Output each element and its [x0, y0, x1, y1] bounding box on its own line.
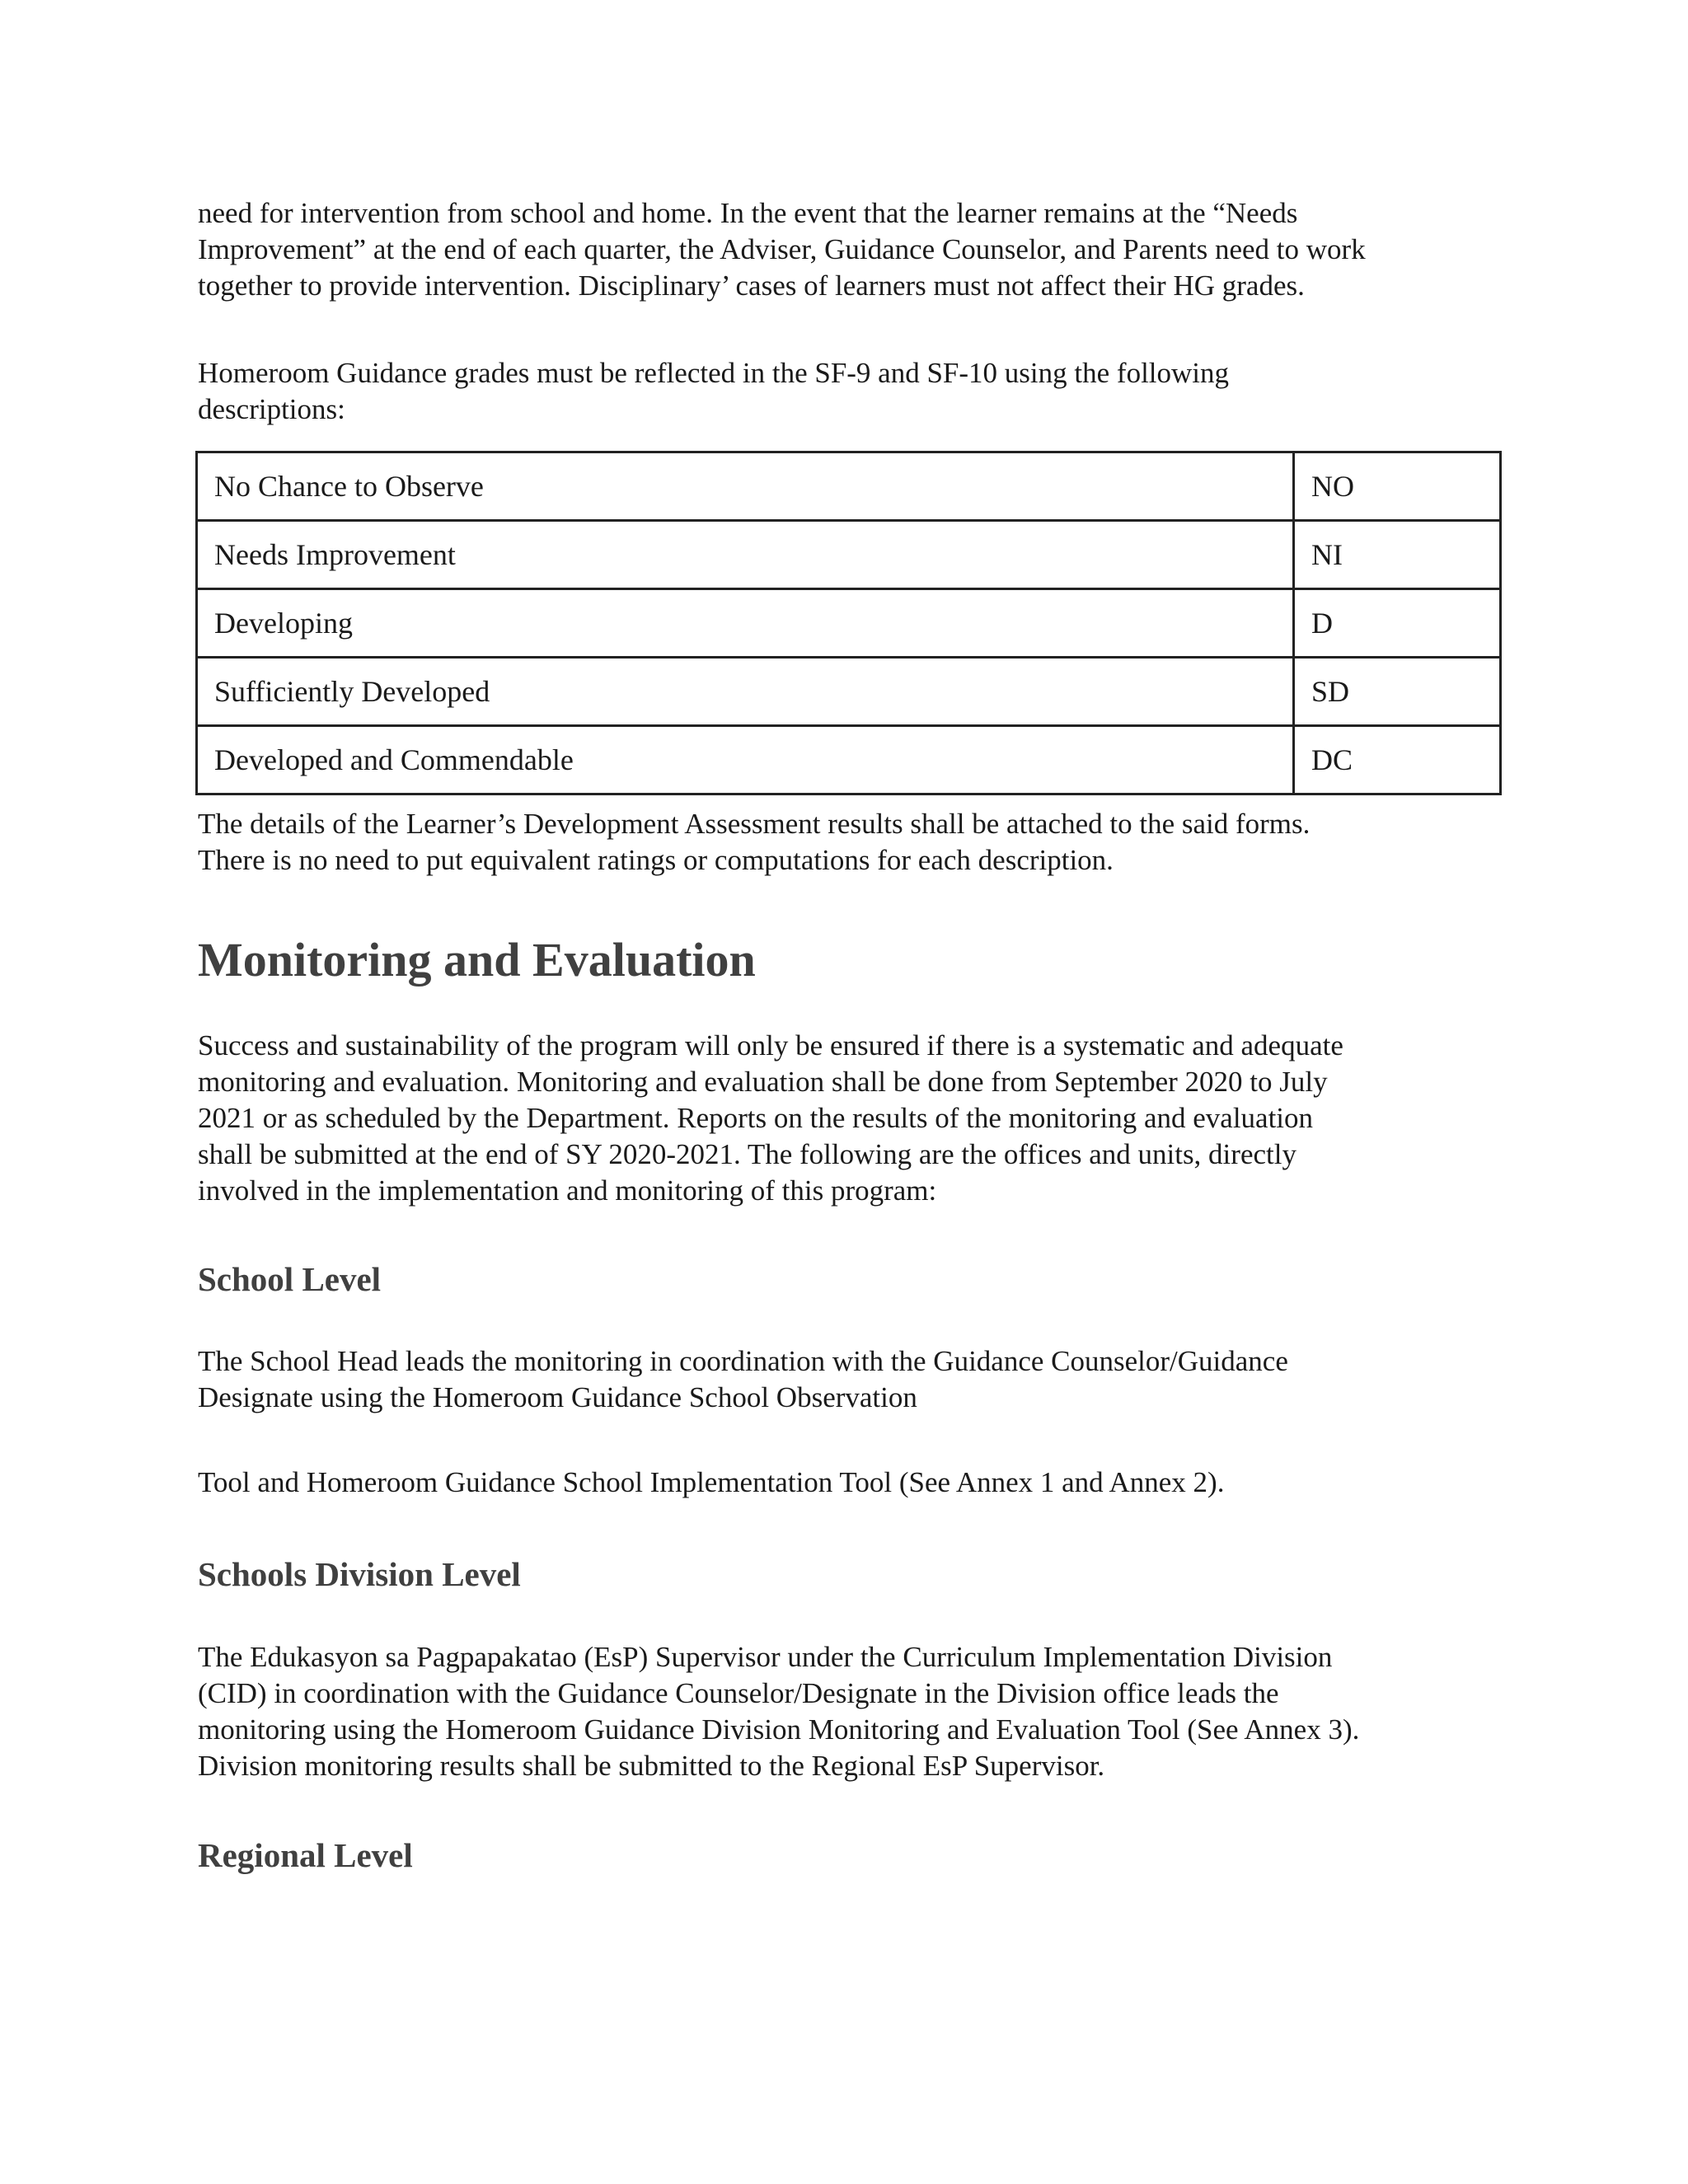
text-line: monitoring using the Homeroom Guidance Division Monitoring and Evaluation Tool (See Annex 3). [198, 1713, 1360, 1746]
table-row [197, 452, 1501, 521]
text-line: 2021 or as scheduled by the Department. Reports on the results of the monitoring and evaluation [198, 1102, 1314, 1134]
text-line: Improvement” at the end of each quarter, the Adviser, Guidance Counselor, and Parents need to work [198, 233, 1366, 265]
intro-paragraph [198, 195, 1500, 304]
text-line: There is no need to put equivalent ratings or computations for each description. [198, 844, 1114, 876]
text-line: The details of the Learner’s Development Assessment results shall be attached to the said forms. [198, 808, 1311, 840]
school-level-paragraph [198, 1343, 1500, 1416]
description-cell: Sufficiently Developed [197, 658, 1294, 726]
regional-level-heading: Regional Level [198, 1836, 413, 1874]
text-line: The Edukasyon sa Pagpapakatao (EsP) Supervisor under the Curriculum Implementation Division [198, 1641, 1333, 1673]
text-line: together to provide intervention. Disciplinary’ cases of learners must not affect their HG grades. [198, 269, 1305, 302]
description-cell: Developing [197, 589, 1294, 658]
school-level-heading: School Level [198, 1260, 382, 1298]
text-line: need for intervention from school and home. In the event that the learner remains at the “Needs [198, 197, 1298, 229]
text-line: descriptions: [198, 393, 345, 425]
text-line: involved in the implementation and monitoring of this program: [198, 1174, 937, 1207]
monitoring-paragraph [198, 1028, 1500, 1209]
grades-paragraph [198, 355, 1500, 428]
text-line: Tool and Homeroom Guidance School Implementation Tool (See Annex 1 and Annex 2). [198, 1466, 1225, 1498]
code-cell: DC [1294, 726, 1501, 794]
text-line: Division monitoring results shall be submitted to the Regional EsP Supervisor. [198, 1750, 1105, 1782]
code-cell: SD [1294, 658, 1501, 726]
division-level-heading: Schools Division Level [198, 1555, 521, 1593]
table-row [197, 589, 1501, 658]
text-line: Homeroom Guidance grades must be reflected in the SF-9 and SF-10 using the following [198, 357, 1230, 389]
description-cell: Developed and Commendable [197, 726, 1294, 794]
division-level-paragraph [198, 1639, 1500, 1784]
table-row [197, 521, 1501, 589]
text-line: Designate using the Homeroom Guidance School Observation [198, 1381, 917, 1413]
text-line: Success and sustainability of the program will only be ensured if there is a systematic and adequate [198, 1029, 1343, 1062]
table-row [197, 726, 1501, 794]
text-line: (CID) in coordination with the Guidance Counselor/Designate in the Division office leads the [198, 1677, 1279, 1709]
description-cell: No Chance to Observe [197, 452, 1294, 521]
text-line: shall be submitted at the end of SY 2020-2021. The following are the offices and units, directly [198, 1138, 1296, 1170]
code-cell: D [1294, 589, 1501, 658]
code-cell: NI [1294, 521, 1501, 589]
code-cell: NO [1294, 452, 1501, 521]
monitoring-heading: Monitoring and Evaluation [198, 933, 756, 987]
description-cell: Needs Improvement [197, 521, 1294, 589]
table-row [197, 658, 1501, 726]
school-level-paragraph-2 [198, 1465, 1500, 1501]
text-line: The School Head leads the monitoring in coordination with the Guidance Counselor/Guidance [198, 1345, 1288, 1377]
descriptions-table [195, 451, 1502, 795]
text-line: monitoring and evaluation. Monitoring and evaluation shall be done from September 2020 to July [198, 1066, 1328, 1098]
details-paragraph [198, 806, 1500, 879]
